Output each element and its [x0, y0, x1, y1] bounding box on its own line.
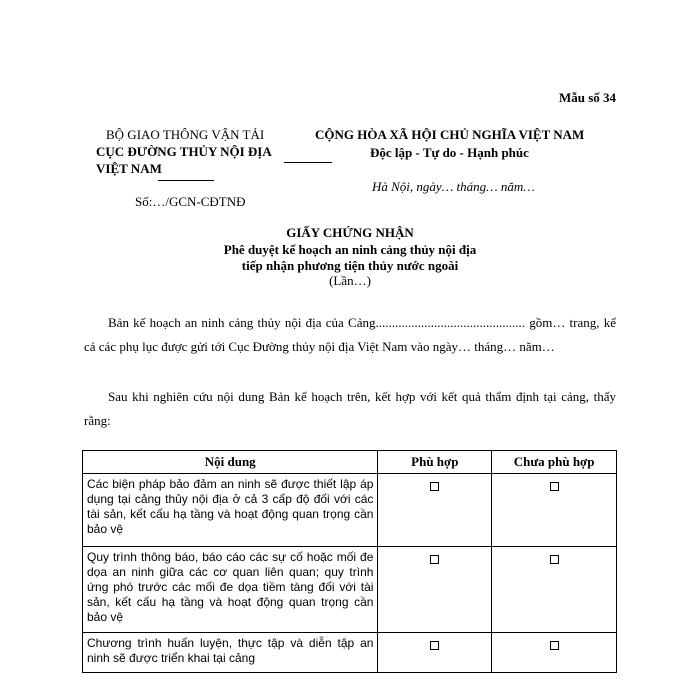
- agency-underline: [158, 180, 214, 181]
- column-header-content: Nội dung: [83, 451, 378, 474]
- assessment-table: [82, 450, 617, 673]
- certificate-subtitle-2: tiếp nhận phương tiện thủy nước ngoài: [241, 258, 459, 273]
- ministry-name: BỘ GIAO THÔNG VẬN TẢI: [106, 127, 265, 142]
- body-paragraph-2: Sau khi nghiên cứu nội dung Bản kế hoạch trên, kết hợp với kết quả thẩm định tại cảng, thấy rằng:: [84, 389, 616, 428]
- certificate-issue-number: (Lần…): [329, 273, 371, 288]
- noncompliant-checkbox[interactable]: [550, 482, 559, 491]
- table-row: [83, 547, 617, 633]
- compliant-checkbox[interactable]: [430, 555, 439, 564]
- compliant-checkbox[interactable]: [430, 641, 439, 650]
- column-header-compliant: Phù hợp: [378, 451, 492, 474]
- row-content: Chương trình huấn luyện, thực tập và diễn tập an ninh sẽ được triển khai tại cảng: [83, 633, 378, 673]
- body-paragraph-1: Bản kế hoạch an ninh cảng thủy nội địa của Cảng.............................................. gồm… trang, kể cả các phụ lục được gửi tới Cục Đường thủy nội địa Việt Nam vào ngày… tháng… năm…: [84, 315, 616, 354]
- noncompliant-checkbox[interactable]: [550, 641, 559, 650]
- compliant-cell: [378, 633, 492, 673]
- row-content: Các biện pháp bảo đảm an ninh sẽ được thiết lập áp dụng tại cảng thủy nội địa ở cả 3 cấp độ đối với các tài sản, kết cấu hạ tầng và hoạt động quan trọng cần bảo vệ: [83, 474, 378, 547]
- place-date: Hà Nội, ngày… tháng… năm…: [372, 179, 535, 194]
- noncompliant-cell: [492, 633, 617, 673]
- compliant-cell: [378, 474, 492, 547]
- column-header-noncompliant: Chưa phù hợp: [492, 451, 617, 474]
- form-number: Mẫu số 34: [559, 90, 617, 105]
- table-header-row: [83, 451, 617, 474]
- agency-name: CỤC ĐƯỜNG THỦY NỘI ĐỊA VIỆT NAM: [96, 144, 272, 176]
- noncompliant-cell: [492, 474, 617, 547]
- compliant-cell: [378, 547, 492, 633]
- national-motto: Độc lập - Tự do - Hạnh phúc: [370, 145, 529, 160]
- table-row: [83, 474, 617, 547]
- compliant-checkbox[interactable]: [430, 482, 439, 491]
- document-number: Số:…/GCN-CĐTNĐ: [135, 194, 246, 209]
- certificate-title: GIẤY CHỨNG NHẬN: [286, 225, 414, 240]
- table-row: [83, 633, 617, 673]
- motto-underline: [284, 162, 332, 163]
- certificate-subtitle-1: Phê duyệt kế hoạch an ninh cảng thủy nội địa: [223, 242, 477, 257]
- noncompliant-checkbox[interactable]: [550, 555, 559, 564]
- republic-name: CỘNG HÒA XÃ HỘI CHỦ NGHĨA VIỆT NAM: [315, 127, 585, 142]
- noncompliant-cell: [492, 547, 617, 633]
- row-content: Quy trình thông báo, báo cáo các sự cố hoặc mối đe dọa an ninh giữa các cơ quan liên quan; quy trình ứng phó trước các mối đe dọa tiềm tàng đối với tài sản, kết cấu hạ tầng và hoạt động quan trọng cần bảo vệ: [83, 547, 378, 633]
